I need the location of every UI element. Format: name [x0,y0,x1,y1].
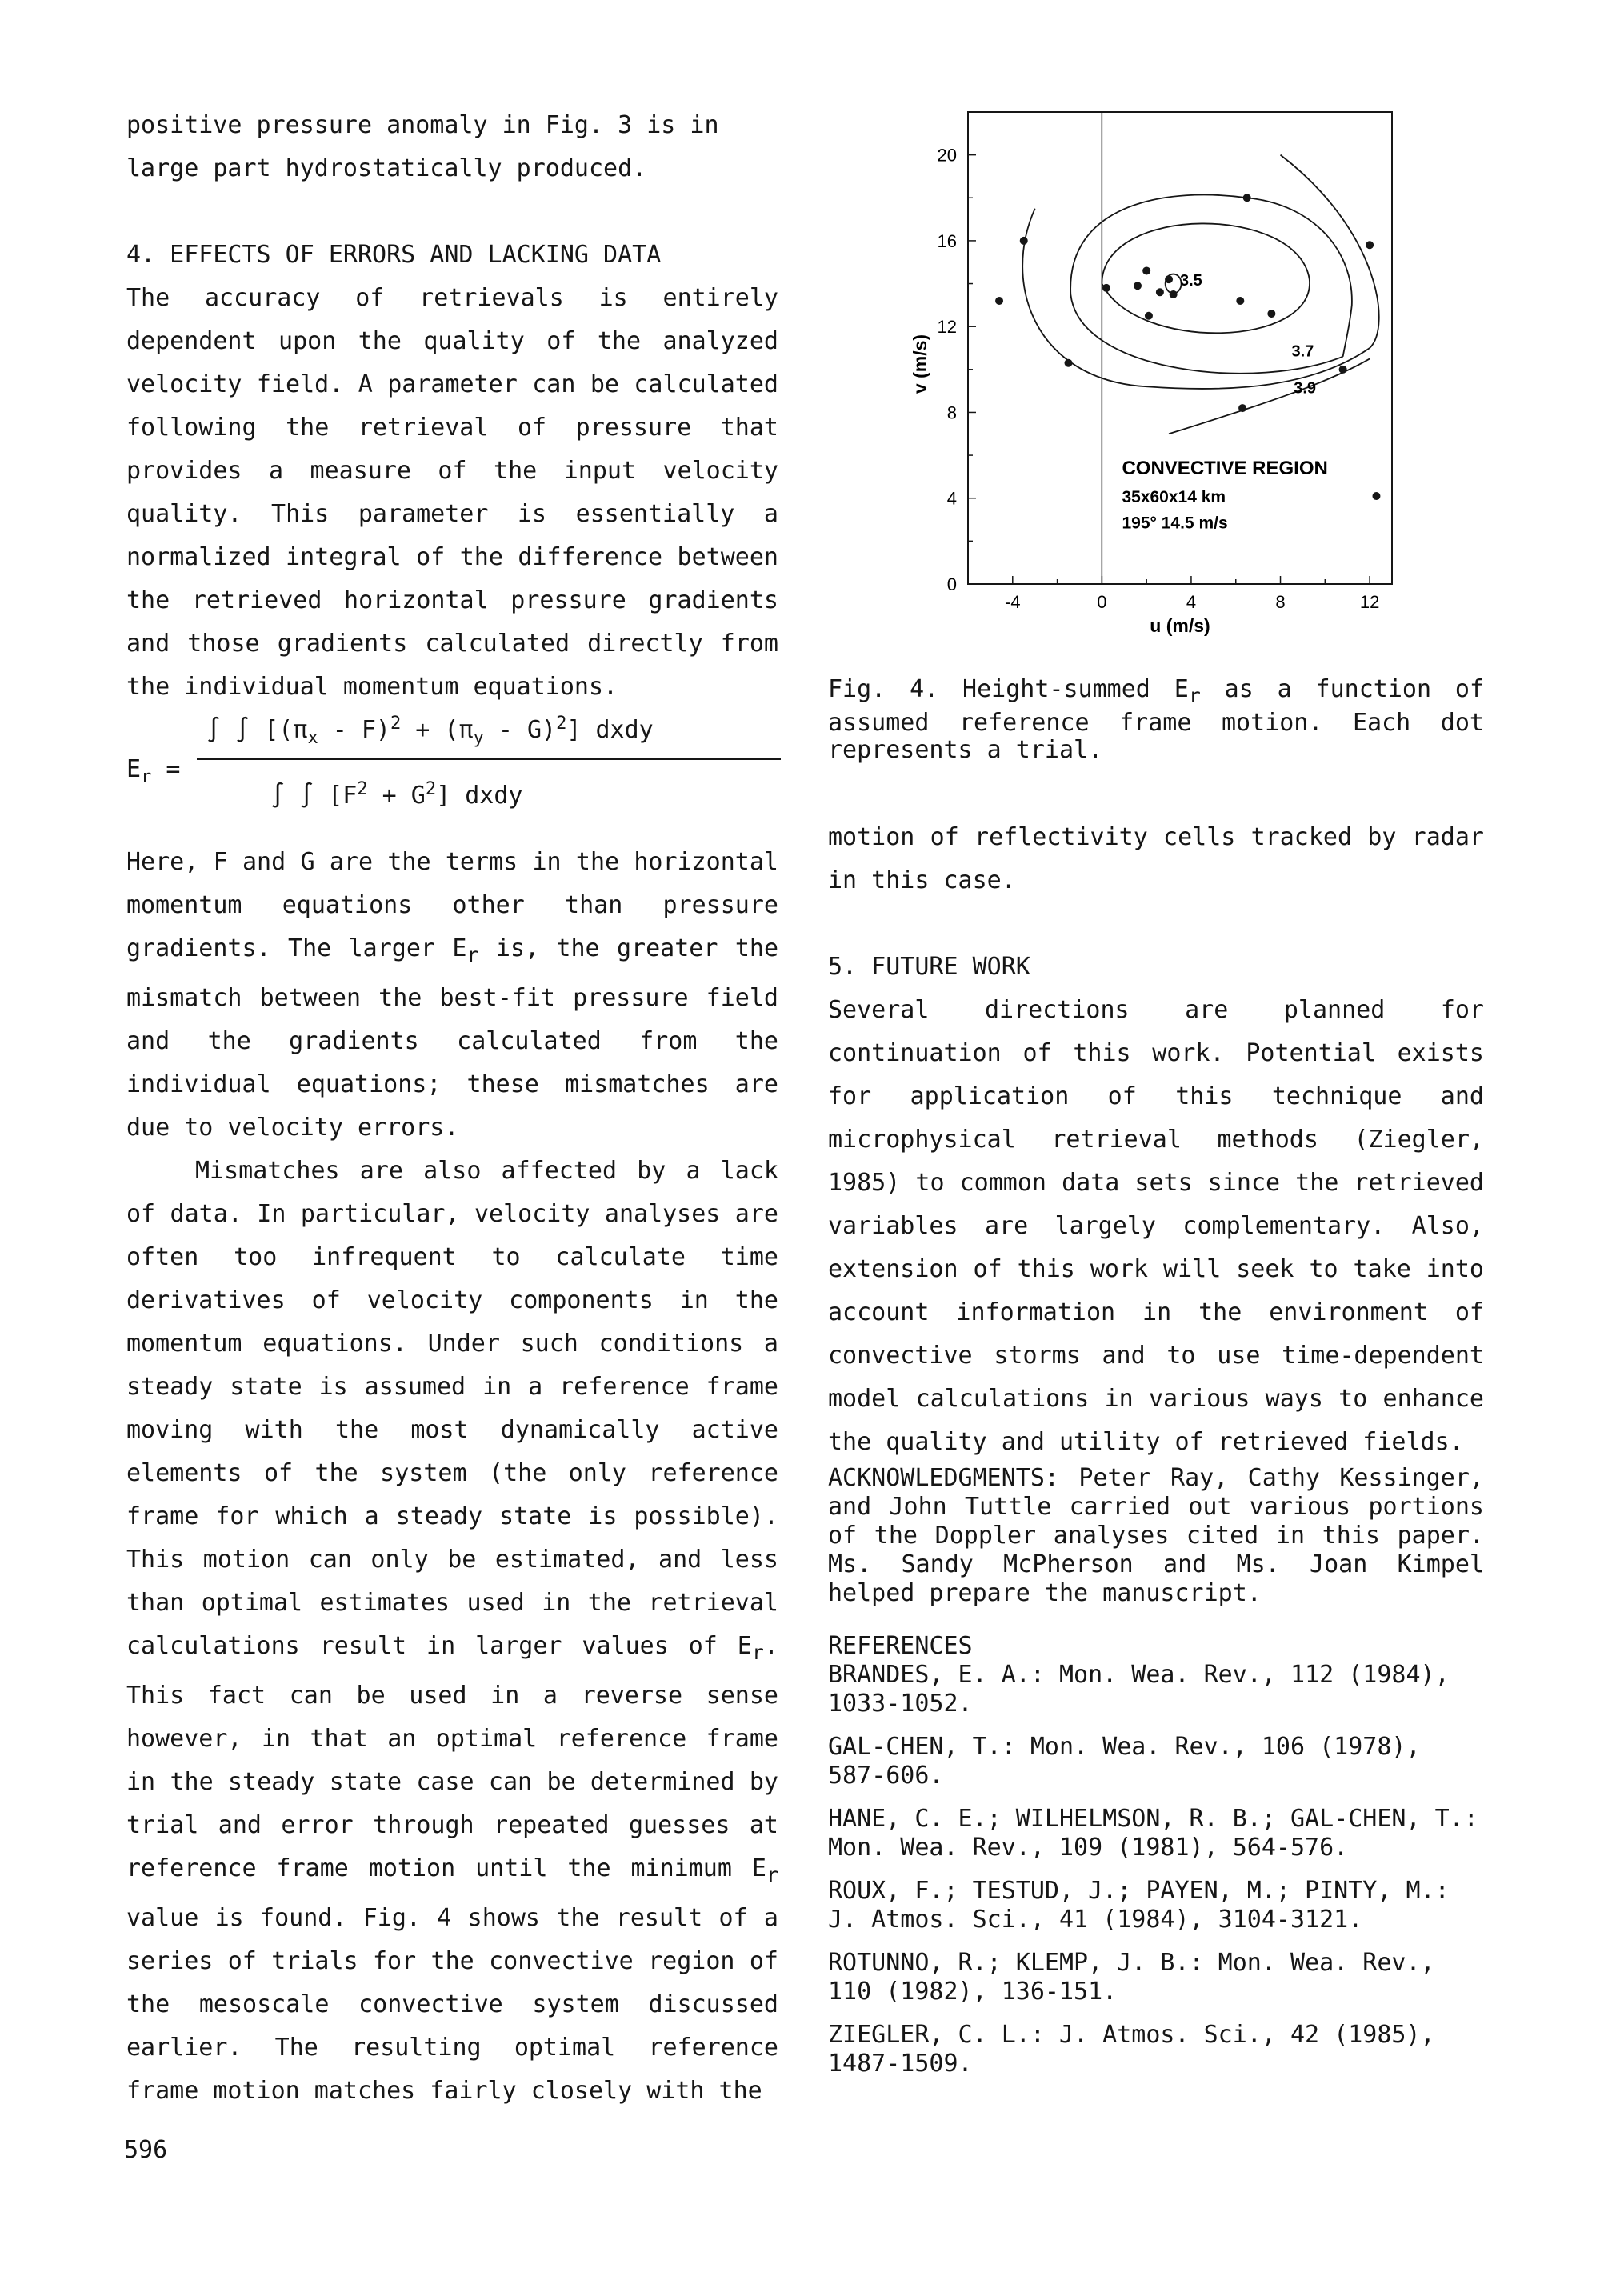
x-axis-label: u (m/s) [1150,615,1210,636]
data-point [1020,237,1028,245]
data-point [995,297,1003,305]
reference-item: BRANDES, E. A.: Mon. Wea. Rev., 112 (1984), 1033-1052. [828,1661,1450,1718]
x-tick-label: -4 [1005,592,1021,612]
data-point [1156,288,1164,296]
intro-line-1: positive pressure anomaly in Fig. 3 is in [126,111,719,139]
continuation-paragraph: motion of reflectivity cells tracked by radar in this case. [828,823,1484,894]
reference-item: ZIEGLER, C. L.: J. Atmos. Sci., 42 (1985), 1487-1509. [828,2021,1435,2078]
section-4-paragraph-1: The accuracy of retrievals is entirely dependent upon the quality of the analyzed velocity field. A parameter can be calculated following the retrieval of pressure that provides a measure of the input velocity quality. This parameter is essentially a normalized integral of the difference between the retrieved horizontal pressure gradients and those gradients calculated directly from the individual momentum equations. [126,284,778,701]
data-point [1142,266,1150,274]
data-point [1170,290,1178,298]
reference-item: ROUX, F.; TESTUD, J.; PAYEN, M.; PINTY, M.: J. Atmos. Sci., 41 (1984), 3104-3121. [828,1877,1450,1934]
contour-3-7-inner [1102,223,1310,333]
annotation-title: CONVECTIVE REGION [1122,458,1328,480]
equation-denominator: ∫ ∫ $[F^2 + G^2]$ dxdy [270,779,523,810]
equation-numerator: ∫ ∫ $[(\pi_x - F)^2 + (\pi_y - G)^2]$ dxdy [206,714,654,748]
figure-4-caption: Fig. 4. Height-summed $E_r$ as a function of assumed reference frame motion. Each dot represents a trial. [828,675,1484,764]
data-point [1102,284,1110,292]
y-tick-label: 20 [937,145,957,166]
section-5-paragraph: Several directions are planned for continuation of this work. Potential exists for application of this technique and microphysical retrieval methods (Ziegler, 1985) to common data sets since the retrieved variables are largely complementary. Also, extension of this work will seek to take into account information in the environment of convective storms and to use time-dependent model calculations in various ways to enhance the quality and utility of retrieved fields. [828,996,1484,1456]
page-number: 596 [124,2136,168,2164]
contour-label: 3.7 [1291,342,1314,361]
data-point [1372,492,1380,500]
data-point [1238,404,1246,412]
data-point [1339,366,1347,374]
references-heading: REFERENCES [828,1632,973,1660]
x-tick-label: 0 [1097,592,1107,612]
right-column [828,816,1484,2093]
reference-item: GAL-CHEN, T.: Mon. Wea. Rev., 106 (1978), 587-606. [828,1733,1421,1790]
reference-item: ROTUNNO, R.; KLEMP, J. B.: Mon. Wea. Rev., 110 (1982), 136-151. [828,1949,1435,2006]
section-4-paragraph-3: Mismatches are also affected by a lack of data. In particular, velocity analyses are often too infrequent to calculate time derivatives of velocity components in the momentum equations. Under such conditions a steady state is assumed in a reference frame moving with the most dynamically active elements of the system (the only reference frame for which a steady state is possible). This motion can only be estimated, and less than optimal estimates used in the retrieval calculations result in larger values of $E_r$. This fact can be used in a reverse sense however, in that an optimal reference frame in the steady state case can be determined by trial and error through repeated guesses at reference frame motion until the minimum $E_r$ value is found. Fig. 4 shows the result of a series of trials for the convective region of the mesoscale convective system discussed earlier. The resulting optimal reference frame motion matches fairly closely with the [126,1157,778,2105]
section-4-paragraph-2: Here, F and G are the terms in the horizontal momentum equations other than pressure gradients. The larger $E_r$ is, the greater the mismatch between the best-fit pressure field and the gradients calculated from the individual equations; these mismatches are due to velocity errors. [126,848,779,1142]
annotation-size: 35x60x14 km [1122,488,1226,507]
intro-line-2: large part hydrostatically produced. [126,154,647,182]
data-point [1243,194,1251,202]
x-tick-label: 8 [1275,592,1286,612]
contour-label: 3.5 [1180,272,1202,290]
contour-label: 3.9 [1294,379,1317,398]
figure-4-scatter-chart [888,104,1448,648]
data-point [1065,359,1073,367]
data-point [1145,312,1153,320]
y-tick-label: 0 [946,574,957,594]
x-tick-label: 4 [1186,592,1197,612]
reference-item: HANE, C. E.; WILHELMSON, R. B.; GAL-CHEN, T.: Mon. Wea. Rev., 109 (1981), 564-576. [828,1805,1478,1862]
data-point [1134,282,1142,290]
references-list [828,1661,1484,2078]
x-tick-label: 12 [1359,592,1380,612]
y-axis-label: v (m/s) [910,334,930,394]
y-tick-label: 8 [946,402,957,423]
y-tick-label: 4 [946,488,957,509]
error-equation [126,709,778,841]
left-column [126,104,778,2113]
section-5-heading: 5. FUTURE WORK [828,953,1030,981]
annotation-motion: 195° 14.5 m/s [1122,514,1228,533]
fraction-bar [197,758,781,760]
section-4-heading: 4. EFFECTS OF ERRORS AND LACKING DATA [126,241,662,269]
y-tick-label: 12 [937,317,957,338]
equation-lhs: $E_r$ = [126,755,181,787]
data-point [1366,241,1374,249]
acknowledgments: ACKNOWLEDGMENTS: Peter Ray, Cathy Kessinger, and John Tuttle carried out various portions of the Doppler analyses cited in this paper. Ms. Sandy McPherson and Ms. Joan Kimpel helped prepare the manuscript. [828,1464,1484,1607]
y-tick-label: 16 [937,230,957,251]
data-point [1267,310,1275,318]
data-point [1236,297,1244,305]
data-point [1165,275,1173,283]
